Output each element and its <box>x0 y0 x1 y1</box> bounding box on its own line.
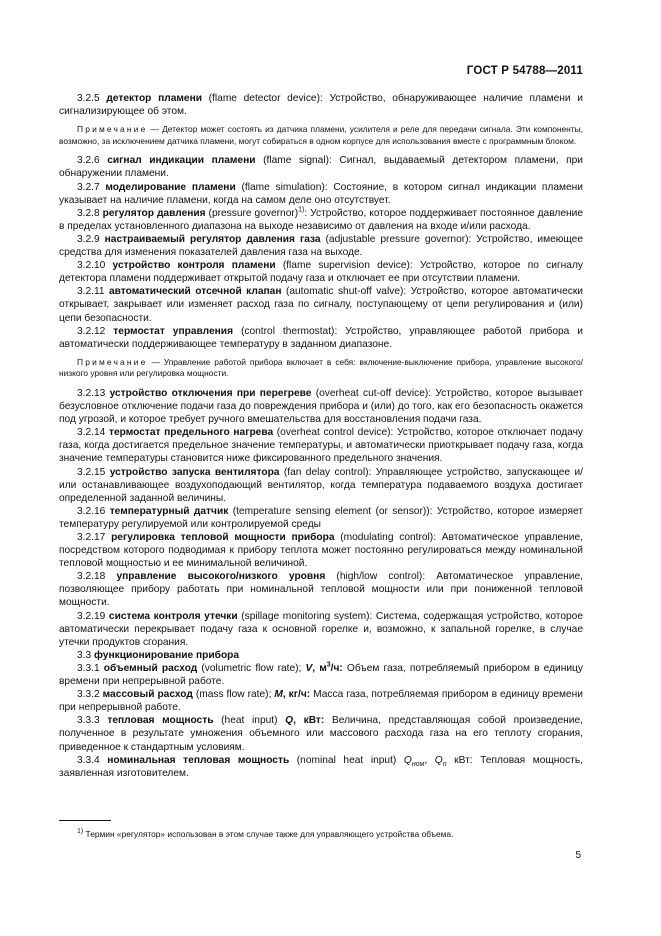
footnote-mark: 1) <box>77 828 84 836</box>
term: объемный расход <box>103 662 198 674</box>
clause-3-2-10: 3.2.10 устройство контроля пламени (flame supervision device): Устройство, которое по сигналу детектора пламени поддерживает открытой подачу газа и отключает ее при отсутствии пламени. <box>59 260 583 285</box>
clause-3-2-19: 3.2.19 система контроля утечки (spillage monitoring system): Система, содержащая устройство, которое автоматически перекрывает подачу газа к основной горелке и, возможно, к запальной горелке, в случае утечки продуктов сгорания. <box>59 610 584 648</box>
clause-3-2-12: 3.2.12 термостат управления (control thermostat): Устройство, управляющее работой прибора и автоматически поддерживающее температуру в заданном диапазоне. <box>59 325 583 350</box>
clause-3-2-14: 3.2.14 термостат предельного нагрева (overheat control device): Устройство, которое отключает подачу газа, когда достигается предельное значение температуры, и автоматически приоткрывает подачу газа, когда значение температуры становится ниже фиксированного предельного значения. <box>59 427 583 465</box>
clause-3-2-6: 3.2.6 сигнал индикации пламени (flame signal): Сигнал, выдаваемый детектором пламени, при обнаружении пламени. <box>59 155 583 180</box>
clause-3-2-11: 3.2.11 автоматический отсечной клапан (automatic shut-off valve): Устройство, которое автоматически открывает, закрывает или изменяет расход газа по сигналу, поступающему от цепи регулирования и (или) цепи безопасности. <box>59 286 583 324</box>
footnote-ref: 1) <box>298 206 305 214</box>
clause-3-3-4: 3.3.4 номинальная тепловая мощность (nominal heat input) $Q_{ном}$, $Q_n$ кВт: Тепловая мощность, заявленная изготовителем. <box>59 754 583 779</box>
standard-header: ГОСТ Р 54788—2011 <box>466 65 583 77</box>
symbol: Q <box>434 754 443 766</box>
symbol: Q <box>285 715 294 727</box>
clause-3-2-7: 3.2.7 моделирование пламени (flame simulation): Состояние, в котором сигнал индикации пламени указывает на наличие пламени, когда на самом деле оно отсутствует. <box>59 181 583 206</box>
clause-3-2-18: 3.2.18 управление высокого/низкого уровня (high/low control): Автоматическое управление, позволяющее прибору работать при номинальной тепловой мощности или при пониженной тепловой мощности. <box>59 571 583 609</box>
term: моделирование пламени <box>105 181 236 193</box>
clause-3-2-16: 3.2.16 температурный датчик (temperature sensing element (or sensor)): Устройство, которое измеряет температуру регулируемой или контролируемой среды <box>59 505 583 530</box>
clause-3-2-13: 3.2.13 устройство отключения при перегреве (overheat cut-off device): Устройство, которое вызывает безусловное отключение подачи газа до повреждения прибора и (или) до того, как его безопасность окажется под угрозой, и которое требует ручного вмешательства для восстановления подачи газа. <box>59 387 583 426</box>
term: номинальная тепловая мощность <box>107 754 290 766</box>
term: автоматический отсечной клапан <box>109 286 282 298</box>
term: функционирование прибора <box>94 649 240 661</box>
term: устройство отключения при перегреве <box>109 387 312 399</box>
symbol: M <box>274 689 283 701</box>
clause-3-3-3: 3.3.3 тепловая мощность (heat input) Q, кВт: Величина, представляющая собой произведение, полученное в результате умножения объемного или массового расхода газа на его теплоту сгорания, приведенное к стандартным условиям. <box>59 715 583 753</box>
document-body <box>59 92 583 780</box>
term: тепловая мощность <box>107 715 214 727</box>
clause-3-2-5: 3.2.5 детектор пламени (flame detector device): Устройство, обнаруживающее наличие пламени и сигнализирующее об этом. <box>59 93 583 118</box>
term: сигнал индикации пламени <box>107 155 256 167</box>
term: детектор пламени <box>106 93 202 104</box>
term: управление высокого/низкого уровня <box>116 571 326 583</box>
term: массовый расход <box>102 689 193 701</box>
section-3-3: 3.3 функционирование прибора <box>77 649 240 661</box>
clause-3-2-9: 3.2.9 настраиваемый регулятор давления газа (adjustable pressure governor): Устройство, имеющее средства для изменения показателей давления газа на выходе. <box>59 233 583 259</box>
term: устройство контроля пламени <box>112 260 276 272</box>
page-number: 5 <box>575 850 581 861</box>
term: температурный датчик <box>109 505 229 517</box>
clause-3-3-2: 3.3.2 массовый расход (mass flow rate); M, кг/ч: Масса газа, потребляемая прибором в единицу времени при непрерывной работе. <box>59 689 583 714</box>
clause-3-2-17: 3.2.17 регулировка тепловой мощности прибора (modulating control): Автоматическое управление, посредством которого подводимая к прибору теплота может постоянно регулироваться между номинальной тепловой мощностью и ее минимальной величиной. <box>59 532 583 570</box>
footnote-divider <box>59 820 111 821</box>
symbol: V <box>305 662 313 674</box>
footnote <box>77 829 577 840</box>
term: регулировка тепловой мощности прибора <box>111 532 335 543</box>
term: термостат управления <box>113 325 234 337</box>
term: настраиваемый регулятор давления газа <box>104 233 321 245</box>
clause-3-3-1: 3.3.1 объемный расход (volumetric flow rate); V, $м^3/ч$: Объем газа, потребляемый прибором в единицу времени при непрерывной работе. <box>59 661 583 688</box>
note-2: Примечание — Управление работой прибора включает в себя: включение-выключение прибора, управление высокого/низкого уровня или регулировка мощности. <box>59 356 583 379</box>
clause-3-2-8: 3.2.8 регулятор давления (pressure governor)$^{1)}$: Устройство, которое поддерживает постоянное давление в пределах установленного диапазона на выходе независимо от давления на входе и/или расхода. <box>59 206 583 232</box>
clause-3-2-15: 3.2.15 устройство запуска вентилятора (fan delay control): Управляющее устройство, запускающее и/или останавливающее воздухоподающий вентилятор, когда температура подаваемого воздуха достигает определенной заданной величины. <box>59 466 583 504</box>
term: система контроля утечки <box>108 610 238 622</box>
term: регулятор давления <box>102 207 206 219</box>
footnote-text: Термин «регулятор» использован в этом случае также для управляющего устройства объема. <box>83 829 454 839</box>
symbol: Q <box>403 754 412 766</box>
term: устройство запуска вентилятора <box>109 466 280 478</box>
term: термостат предельного нагрева <box>108 427 274 439</box>
note-1: Примечание — Детектор может состоять из датчика пламени, усилителя и реле для передачи сигнала. Эти компоненты, возможно, за исключением датчика пламени, могут собираться в одном корпусе для использования вместе с программным блоком. <box>59 124 583 146</box>
